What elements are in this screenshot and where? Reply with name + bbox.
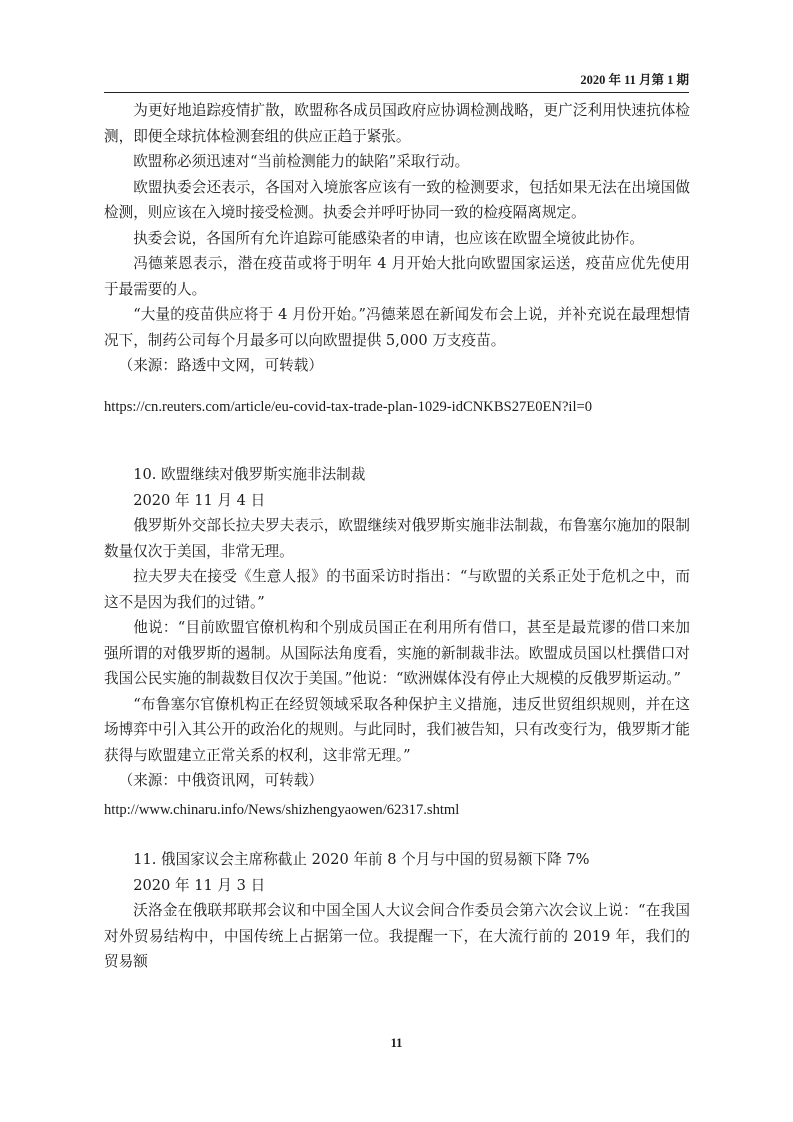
paragraph: “布鲁塞尔官僚机构正在经贸领域采取各种保护主义措施，违反世贸组织规则，并在这场博弈中引入其公开的政治化的规则。与此同时，我们被告知，只有改变行为，俄罗斯才能获得与欧盟建立正常关系的权利，这非常无理。”	[104, 695, 690, 764]
issue-header: 2020 年 11 月第 1 期	[580, 73, 689, 87]
paragraph: 为更好地追踪疫情扩散，欧盟称各成员国政府应协调检测战略，更广泛利用快速抗体检测，即便全球抗体检测套组的供应正趋于紧张。	[104, 102, 690, 145]
paragraph: “大量的疫苗供应将于 4 月份开始。”冯德莱恩在新闻发布会上说，并补充说在最理想情况下，制药公司每个月最多可以向欧盟提供 5,000 万支疫苗。	[104, 306, 690, 349]
article-date: 2020 年 11 月 4 日	[133, 491, 266, 509]
article-date: 2020 年 11 月 3 日	[133, 876, 266, 894]
source-note: （来源：中俄资讯网，可转载）	[118, 772, 323, 789]
paragraph: 欧盟执委会还表示，各国对入境旅客应该有一致的检测要求，包括如果无法在出境国做检测，则应该在入境时接受检测。执委会并呼吁协同一致的检疫隔离规定。	[104, 178, 690, 221]
header-rule	[104, 92, 689, 93]
article-title: 11. 俄国家议会主席称截止 2020 年前 8 个月与中国的贸易额下降 7%	[133, 851, 590, 868]
paragraph: 欧盟称必须迅速对“当前检测能力的缺陷”采取行动。	[133, 153, 470, 170]
paragraph: 冯德莱恩表示，潜在疫苗或将于明年 4 月开始大批向欧盟国家运送，疫苗应优先使用于最需要的人。	[104, 255, 690, 298]
paragraph: 沃洛金在俄联邦联邦会议和中国全国人大议会间合作委员会第六次会议上说：“在我国对外贸易结构中，中国传统上占据第一位。我提醒一下，在大流行前的 2019 年，我们的贸易额	[104, 902, 690, 970]
paragraph: 拉夫罗夫在接受《生意人报》的书面采访时指出：“与欧盟的关系正处于危机之中，而这不是因为我们的过错。”	[104, 568, 690, 611]
source-note: （来源：路透中文网，可转载）	[118, 357, 323, 374]
page-number: 11	[390, 1036, 403, 1050]
paragraph: 他说：“目前欧盟官僚机构和个别成员国正在利用所有借口，甚至是最荒谬的借口来加强所谓的对俄罗斯的遏制。从国际法角度看，实施的新制裁非法。欧盟成员国以杜撰借口对我国公民实施的制裁数目仅次于美国。”他说：“欧洲媒体没有停止大规模的反俄罗斯运动。”	[104, 619, 690, 687]
page-content	[104, 98, 690, 975]
source-url[interactable]: https://cn.reuters.com/article/eu-covid-tax-trade-plan-1029-idCNKBS27E0EN?il=0	[104, 398, 593, 415]
article-title: 10. 欧盟继续对俄罗斯实施非法制裁	[133, 466, 366, 483]
paragraph: 执委会说，各国所有允许追踪可能感染者的申请，也应该在欧盟全境彼此协作。	[133, 229, 644, 247]
paragraph: 俄罗斯外交部长拉夫罗夫表示，欧盟继续对俄罗斯实施非法制裁，布鲁塞尔施加的限制数量仅次于美国，非常无理。	[104, 517, 690, 560]
source-url[interactable]: http://www.chinaru.info/News/shizhengyaowen/62317.shtml	[104, 801, 460, 818]
